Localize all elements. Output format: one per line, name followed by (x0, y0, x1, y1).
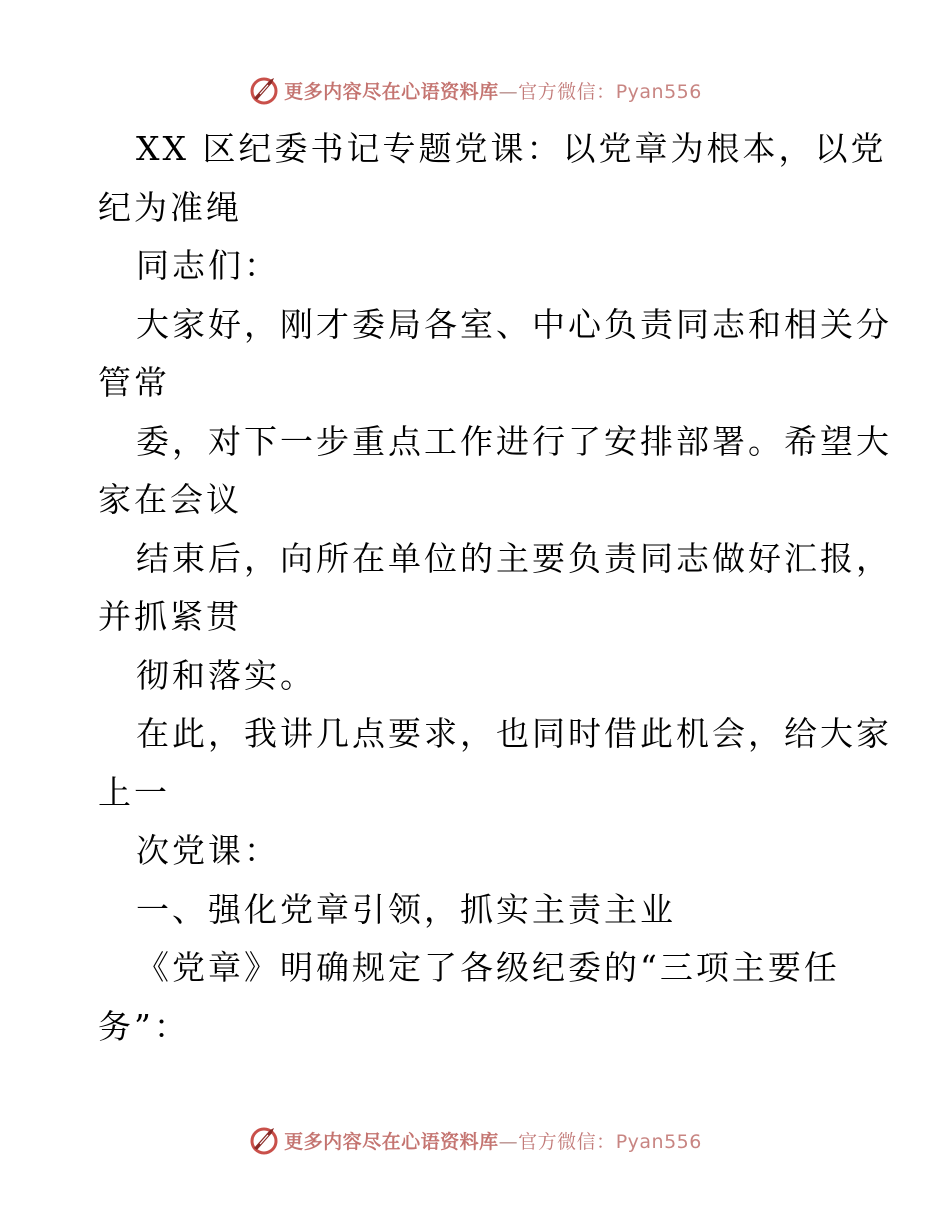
watermark-footer (0, 1120, 950, 1160)
watermark-header (0, 70, 950, 110)
watermark-id: Pyan556 (615, 80, 702, 103)
text-line: 纪为准绳 (98, 187, 242, 227)
text-line: 在此，我讲几点要求，也同时借此机会，给大家 (136, 714, 892, 753)
quill-logo-icon (248, 1124, 280, 1156)
text-line: 并抓紧贯 (98, 597, 242, 636)
watermark-text (284, 1127, 702, 1154)
text-line: 上一 (98, 772, 170, 812)
text-line: 管常 (98, 363, 170, 402)
text-line: 《党章》明确规定了各级纪委的“三项主要任 (136, 948, 840, 987)
text-line: 委，对下一步重点工作进行了安排部署。希望大 (136, 421, 892, 461)
text-line: XX 区纪委书记专题党课：以党章为根本，以党 (136, 129, 887, 168)
text-line: 家在会议 (98, 480, 242, 519)
watermark-separator: — (498, 80, 519, 103)
text-line: 务”： (98, 1006, 190, 1046)
quill-logo-icon (248, 74, 280, 106)
watermark-text (284, 77, 702, 104)
watermark-main: 更多内容尽在心语资料库 (284, 1130, 499, 1153)
text-line: 一、强化党章引领，抓实主责主业 (136, 889, 676, 929)
watermark-main: 更多内容尽在心语资料库 (284, 80, 499, 103)
watermark-suffix: 官方微信： (518, 1130, 616, 1153)
watermark-id: Pyan556 (615, 1130, 702, 1153)
watermark-suffix: 官方微信： (518, 80, 616, 103)
watermark-separator: — (498, 1130, 519, 1153)
text-line: 同志们： (136, 246, 280, 285)
text-line: 大家好，刚才委局各室、中心负责同志和相关分 (136, 304, 892, 344)
text-line: 彻和落实。 (136, 655, 316, 695)
text-line: 结束后，向所在单位的主要负责同志做好汇报， (136, 538, 892, 578)
text-line: 次党课： (136, 831, 280, 870)
document-body (98, 120, 892, 1056)
